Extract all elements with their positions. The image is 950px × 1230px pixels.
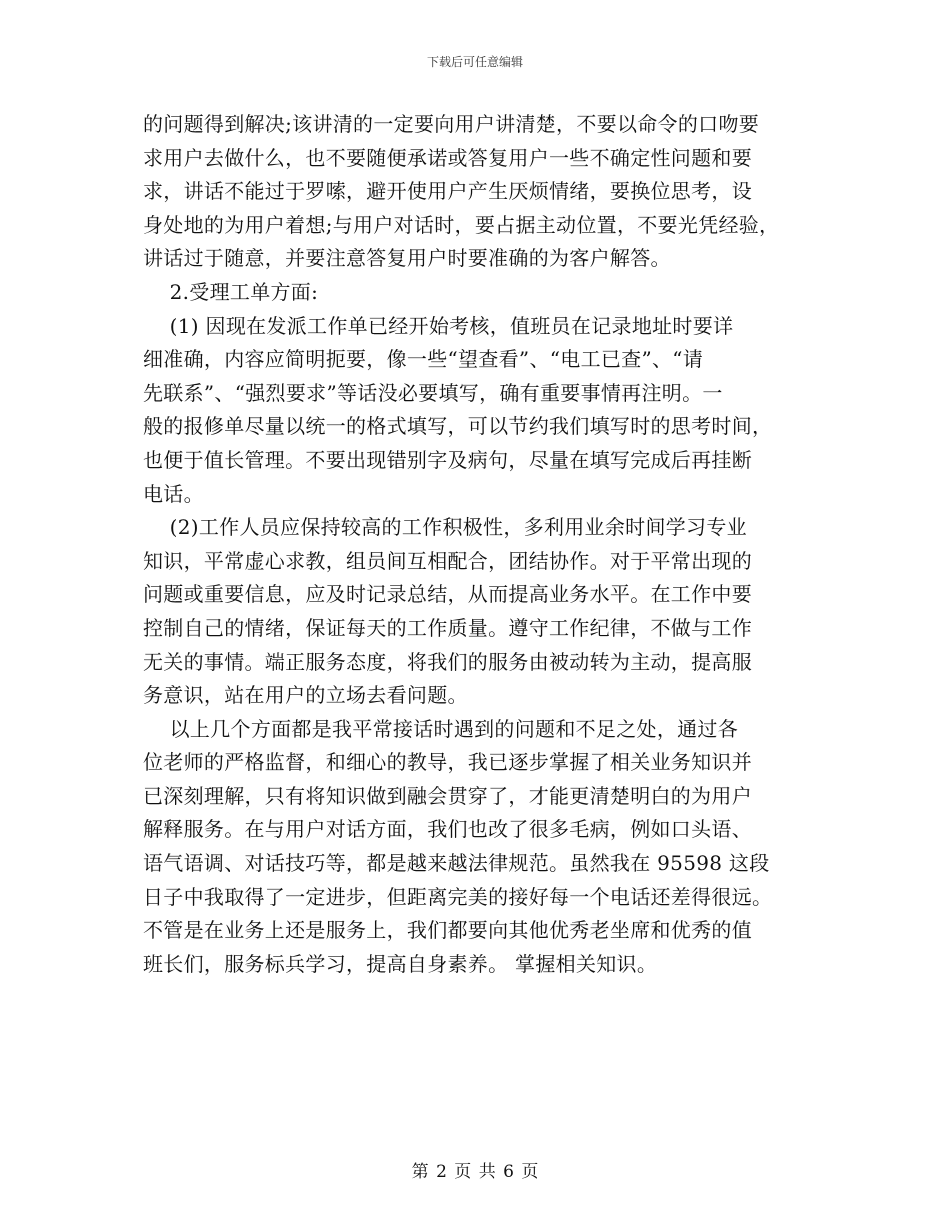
text-line: 身处地的为用户着想;与用户对话时，要占据主动位置，不要光凭经验， <box>143 212 780 237</box>
text-line: 以上几个方面都是我平常接话时遇到的问题和不足之处，通过各 <box>143 716 739 741</box>
text-line: 先联系”、“强烈要求”等话没必要填写，确有重要事情再注明。一 <box>143 380 723 405</box>
text-line: 位老师的严格监督，和细心的教导，我已逐步掌握了相关业务知识并 <box>143 750 752 775</box>
text-line: 电话。 <box>143 481 204 506</box>
page-header-note: 下载后可任意编辑 <box>426 55 523 69</box>
text-line: 讲话过于随意，并要注意答复用户时要准确的为客户解答。 <box>143 246 671 271</box>
text-line: 也便于值长管理。不要出现错别字及病句，尽量在填写完成后再挂断 <box>143 447 752 472</box>
page-number-footer: 第 2 页 共 6 页 <box>411 1162 539 1182</box>
text-line: 解释服务。在与用户对话方面，我们也改了很多毛病，例如口头语、 <box>143 817 752 842</box>
text-line: 般的报修单尽量以统一的格式填写，可以节约我们填写时的思考时间， <box>143 414 773 439</box>
text-line: 不管是在业务上还是服务上，我们都要向其他优秀老坐席和优秀的值 <box>143 918 752 943</box>
section-heading: 2.受理工单方面: <box>143 279 319 304</box>
text-line: 细准确，内容应简明扼要，像一些“望查看”、“电工已查”、“请 <box>143 347 704 372</box>
text-line: (2)工作人员应保持较高的工作积极性，多利用业余时间学习专业 <box>143 515 747 540</box>
text-line: 日子中我取得了一定进步，但距离完美的接好每一个电话还差得很远。 <box>143 884 773 909</box>
text-line: 已深刻理解，只有将知识做到融会贯穿了，才能更清楚明白的为用户 <box>143 783 752 808</box>
text-line: 求，讲话不能过于罗嗦，避开使用户产生厌烦情绪，要换位思考，设 <box>143 179 752 204</box>
text-line: 无关的事情。端正服务态度，将我们的服务由被动转为主动，提高服 <box>143 649 752 674</box>
text-line: 控制自己的情绪，保证每天的工作质量。遵守工作纪律，不做与工作 <box>143 615 752 640</box>
text-line: 班长们，服务标兵学习，提高自身素养。 掌握相关知识。 <box>143 951 658 976</box>
document-body <box>143 108 823 981</box>
text-line: 语气语调、对话技巧等，都是越来越法律规范。虽然我在 95598 这段 <box>143 851 770 876</box>
text-line: 问题或重要信息，应及时记录总结，从而提高业务水平。在工作中要 <box>143 582 752 607</box>
text-line: (1) 因现在发派工作单已经开始考核，值班员在记录地址时要详 <box>143 313 734 338</box>
text-line: 求用户去做什么，也不要随便承诺或答复用户一些不确定性问题和要 <box>143 145 752 170</box>
text-line: 的问题得到解决;该讲清的一定要向用户讲清楚，不要以命令的口吻要 <box>143 112 760 136</box>
text-line: 知识，平常虚心求教，组员间互相配合，团结协作。对于平常出现的 <box>143 548 752 573</box>
text-line: 务意识，站在用户的立场去看问题。 <box>143 683 468 708</box>
